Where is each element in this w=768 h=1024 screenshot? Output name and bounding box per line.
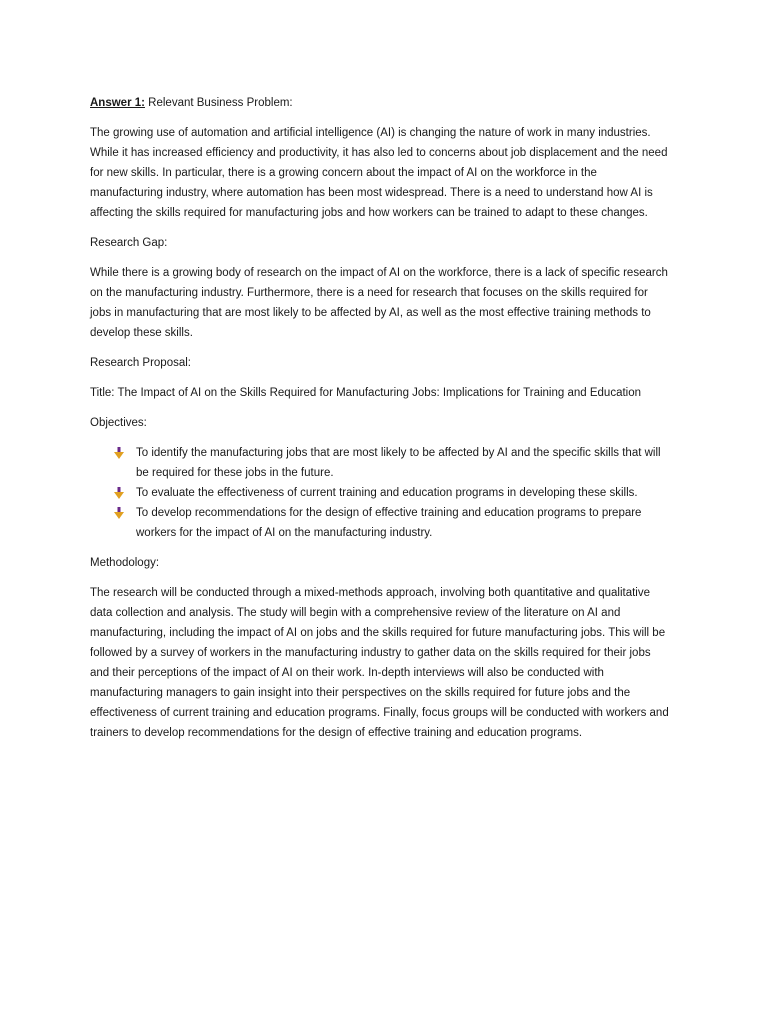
list-item <box>90 443 670 483</box>
proposal-title: Title: The Impact of AI on the Skills Required for Manufacturing Jobs: Implications for Training and Education <box>90 387 642 399</box>
answer-heading <box>90 93 670 113</box>
methodology-heading: Methodology: <box>90 557 160 569</box>
objectives-list <box>90 443 670 543</box>
objective-text: To develop recommendations for the design of effective training and education programs to prepare workers for the impact of AI on the manufacturing industry. <box>136 507 642 539</box>
arrow-down-bullet-icon <box>114 447 124 459</box>
research-gap-paragraph: While there is a growing body of research on the impact of AI on the workforce, there is a lack of specific research on the manufacturing industry. Furthermore, there is a need for research that focuses on the skills required for jobs in manufacturing that are most likely to be affected by AI, as well as the most effective training methods to develop these skills. <box>90 267 668 339</box>
research-gap-heading: Research Gap: <box>90 237 168 249</box>
arrow-down-bullet-icon <box>114 507 124 519</box>
list-item <box>90 483 670 503</box>
answer-label: Answer 1: <box>90 97 145 109</box>
objective-text: To identify the manufacturing jobs that are most likely to be affected by AI and the specific skills that will be required for these jobs in the future. <box>136 447 661 479</box>
research-proposal-heading: Research Proposal: <box>90 357 191 369</box>
objective-text: To evaluate the effectiveness of current training and education programs in developing these skills. <box>136 487 638 499</box>
arrow-down-bullet-icon <box>114 487 124 499</box>
document-page <box>90 93 670 753</box>
list-item <box>90 503 670 543</box>
answer-title: Relevant Business Problem: <box>148 97 293 109</box>
objectives-heading: Objectives: <box>90 417 147 429</box>
methodology-paragraph: The research will be conducted through a mixed-methods approach, involving both quantitative and qualitative data collection and analysis. The study will begin with a comprehensive review of the literature on AI and manufacturing, including the impact of AI on jobs and the skills required for future manufacturing jobs. This will be followed by a survey of workers in the manufacturing industry to gather data on the skills required for their jobs and their perceptions of the impact of AI on their work. In-depth interviews will also be conducted with manufacturing managers to gain insight into their perspectives on the skills required for future jobs and the effectiveness of current training and education programs. Finally, focus groups will be conducted with workers and trainers to develop recommendations for the design of effective training and education programs. <box>90 587 669 739</box>
problem-paragraph: The growing use of automation and artificial intelligence (AI) is changing the nature of work in many industries. While it has increased efficiency and productivity, it has also led to concerns about job displacement and the need for new skills. In particular, there is a growing concern about the impact of AI on the workforce in the manufacturing industry, where automation has been most widespread. There is a need to understand how AI is affecting the skills required for manufacturing jobs and how workers can be trained to adapt to these changes. <box>90 127 668 219</box>
